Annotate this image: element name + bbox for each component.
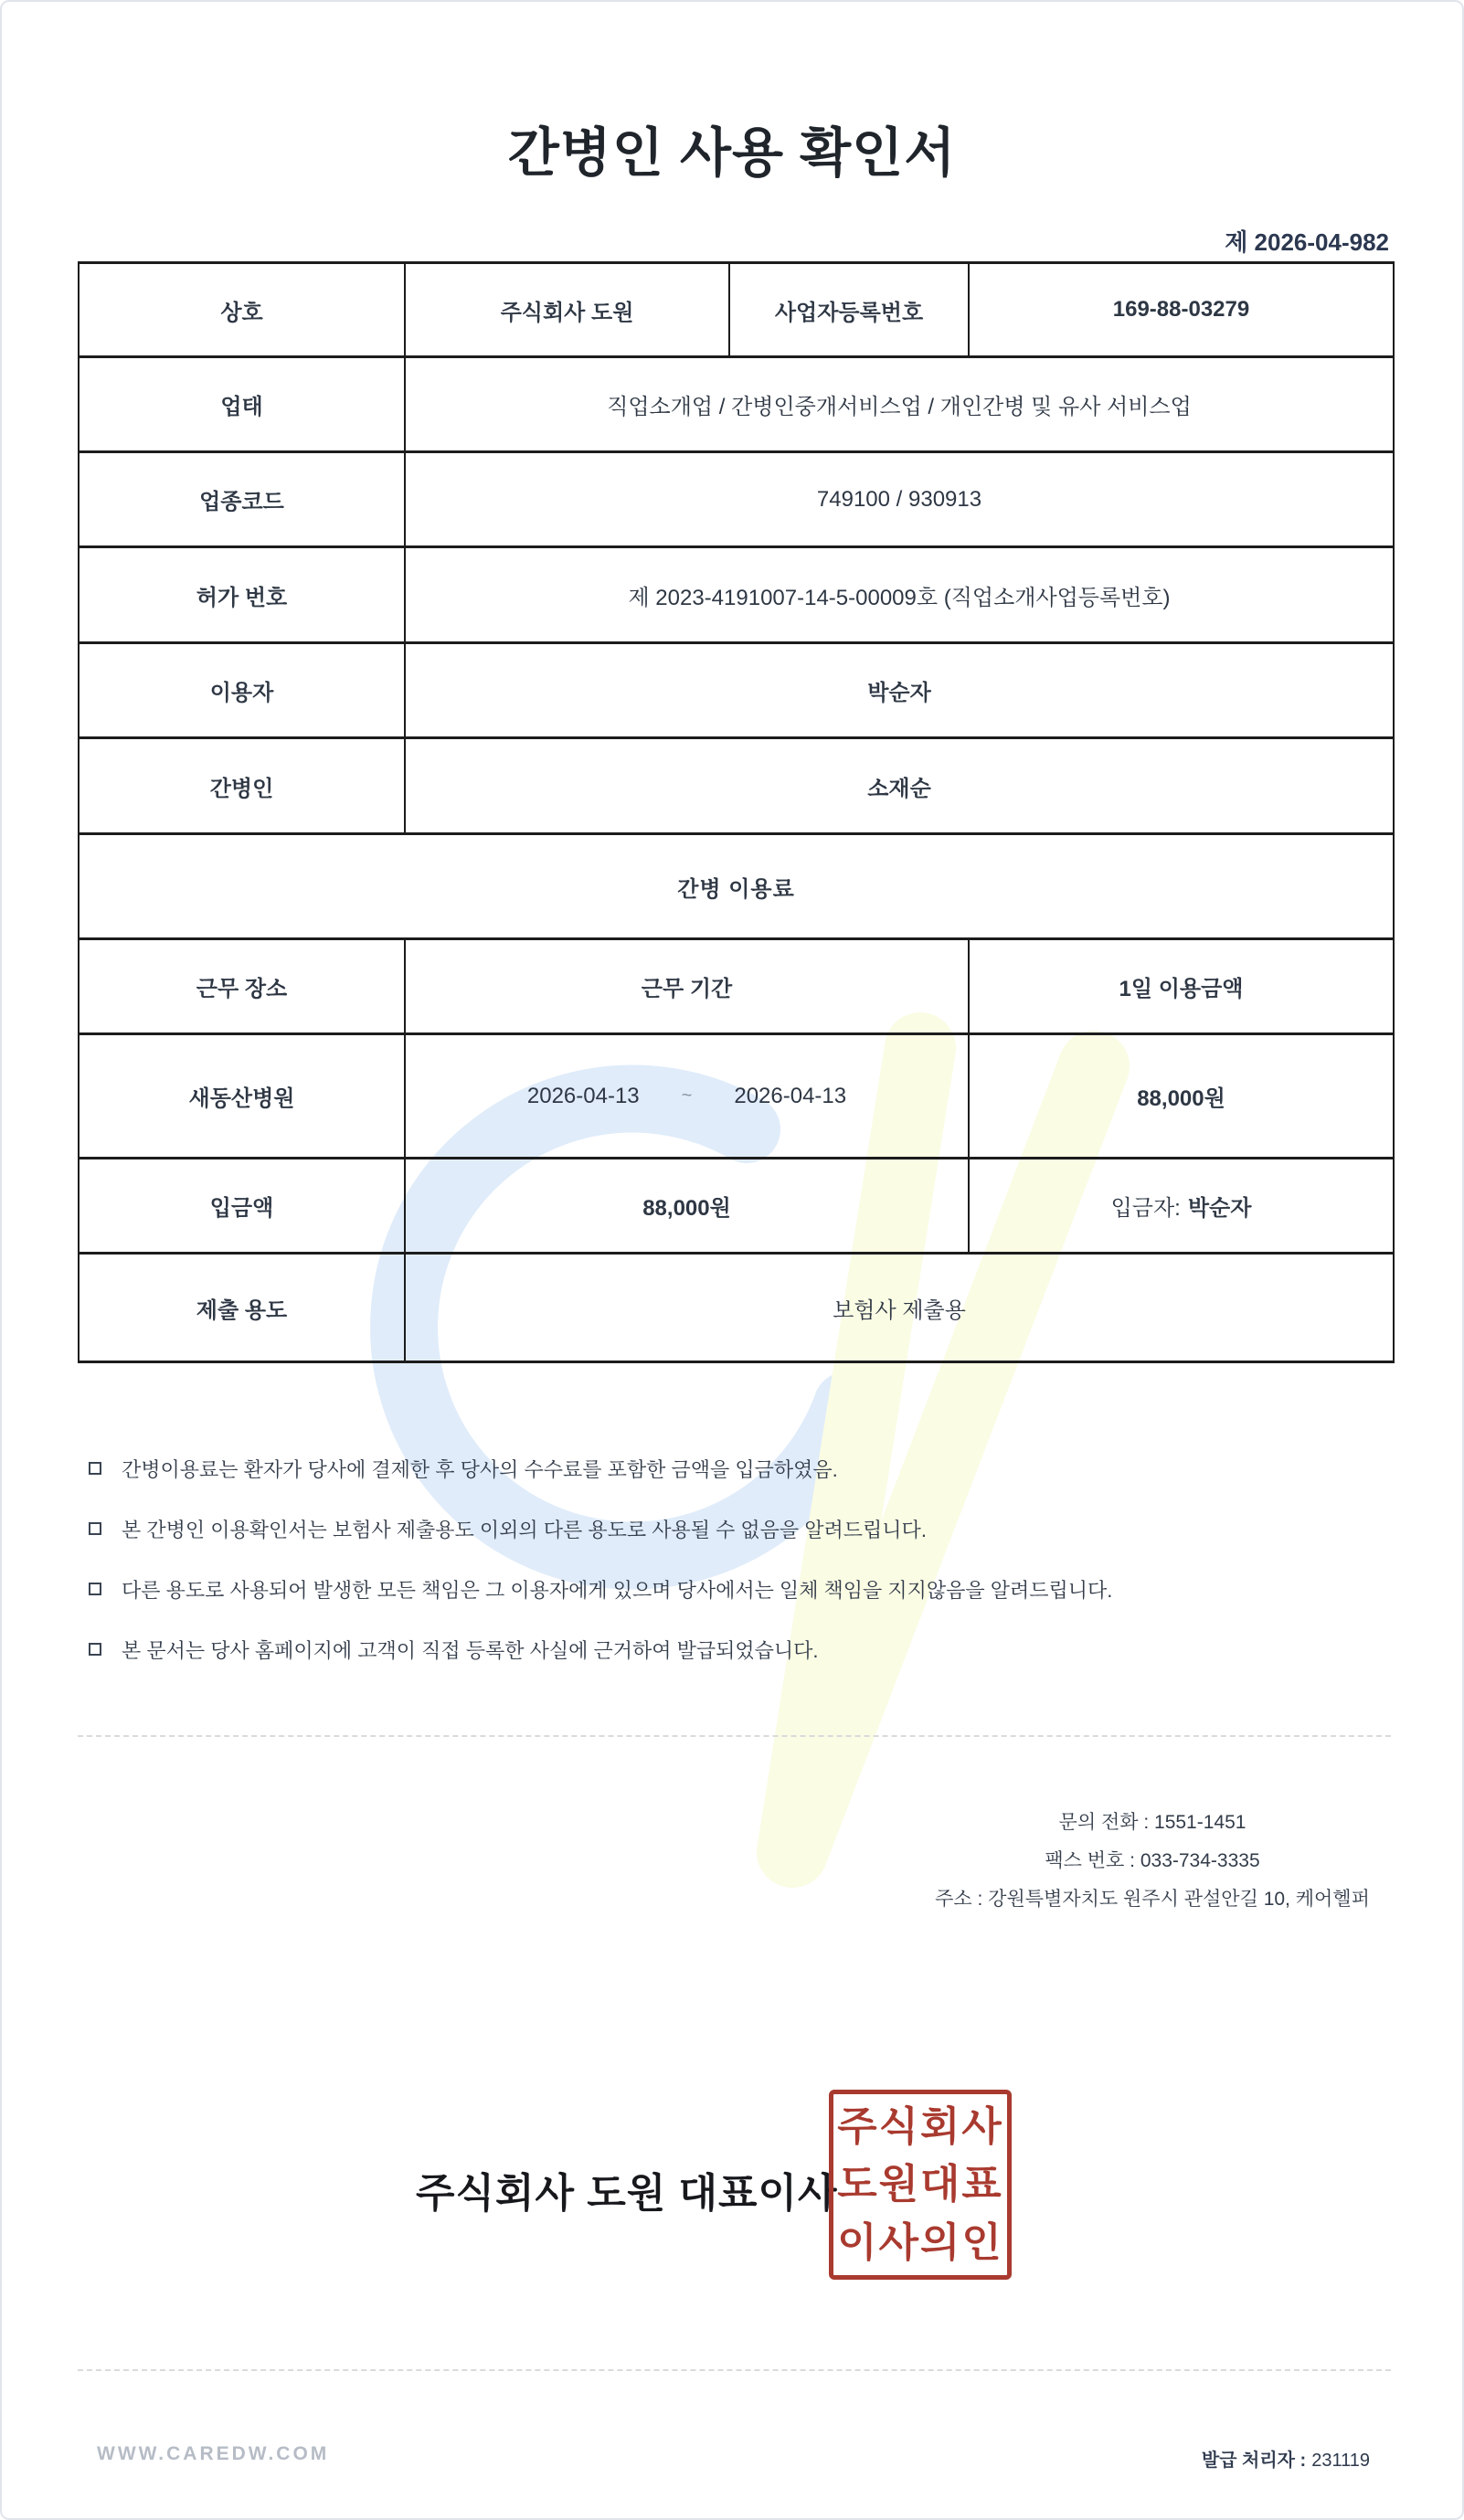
stamp-line: 주식회사 [837, 2103, 1003, 2149]
company-signature-text: 주식회사 도원 대표이사 [416, 2171, 838, 2216]
confirmation-table [78, 261, 1395, 1363]
caregiver-label: 간병인 [79, 738, 405, 834]
square-bullet-icon [89, 1583, 101, 1595]
table-row [79, 834, 1394, 939]
note-text: 본 문서는 당사 홈페이지에 고객이 직접 등록한 사실에 근거하여 발급되었습니다. [122, 1638, 819, 1662]
company-name-label: 상호 [79, 263, 405, 357]
contact-fax: 팩스 번호 : 033-734-3335 [1045, 1850, 1260, 1871]
note-item [89, 1559, 1386, 1619]
business-type-label: 업태 [79, 357, 405, 452]
period-tilde: ~ [681, 1085, 693, 1106]
fee-section-title: 간병 이용료 [79, 834, 1394, 939]
issuer-value: 231119 [1311, 2451, 1370, 2471]
table-row [79, 939, 1394, 1034]
table-row [79, 263, 1394, 357]
table-row [79, 1034, 1394, 1159]
user-value: 박순자 [405, 643, 1394, 738]
table-row [79, 643, 1394, 738]
submission-purpose-value: 보험사 제출용 [405, 1254, 1394, 1362]
user-label: 이용자 [79, 643, 405, 738]
table-row [79, 738, 1394, 834]
license-number-label: 허가 번호 [79, 547, 405, 643]
square-bullet-icon [89, 1643, 101, 1656]
deposit-value: 88,000원 [405, 1159, 969, 1254]
table-row [79, 547, 1394, 643]
daily-fee-value: 88,000원 [969, 1034, 1394, 1159]
note-text: 간병이용료는 환자가 당사에 결제한 후 당사의 수수료를 포함한 금액을 입금하였음. [122, 1457, 838, 1481]
square-bullet-icon [89, 1522, 101, 1535]
issuer-info [1202, 2445, 1370, 2472]
contact-info [914, 1804, 1391, 1919]
table-row [79, 357, 1394, 452]
work-period-label: 근무 기간 [405, 939, 969, 1034]
note-text: 다른 용도로 사용되어 발생한 모든 책임은 그 이용자에게 있으며 당사에서는 일체 책임을 지지않음을 알려드립니다. [122, 1578, 1113, 1602]
page-title: 간병인 사용 확인서 [507, 123, 957, 183]
note-item [89, 1619, 1386, 1679]
business-type-value: 직업소개업 / 간병인중개서비스업 / 개인간병 및 유사 서비스업 [405, 357, 1394, 452]
work-place-label: 근무 장소 [79, 939, 405, 1034]
document-number: 제 2026-04-982 [1225, 228, 1389, 256]
table-row [79, 1254, 1394, 1362]
table-row [79, 452, 1394, 547]
depositor-cell [969, 1159, 1394, 1254]
work-place-value: 새동산병원 [79, 1034, 405, 1159]
table-row [79, 1159, 1394, 1254]
business-number-label: 사업자등록번호 [729, 263, 969, 357]
work-period-value [405, 1034, 969, 1159]
corporate-seal-stamp [829, 2090, 1012, 2280]
square-bullet-icon [89, 1462, 101, 1475]
dashed-divider [78, 2369, 1391, 2371]
note-text: 본 간병인 이용확인서는 보험사 제출용도 이외의 다른 용도로 사용될 수 없음을 알려드립니다. [122, 1518, 927, 1541]
caregiver-value: 소재순 [405, 738, 1394, 834]
license-number-value: 제 2023-4191007-14-5-00009호 (직업소개사업등록번호) [405, 547, 1394, 643]
contact-phone: 문의 전화 : 1551-1451 [1058, 1812, 1247, 1833]
note-item [89, 1498, 1386, 1559]
period-end-date: 2026-04-13 [734, 1083, 847, 1108]
submission-purpose-label: 제출 용도 [79, 1254, 405, 1362]
dashed-divider [78, 1735, 1391, 1737]
website-url: WWW.CAREDW.COM [97, 2443, 330, 2464]
daily-fee-label: 1일 이용금액 [969, 939, 1394, 1034]
notes-list [89, 1438, 1386, 1679]
business-number-value: 169-88-03279 [969, 263, 1394, 357]
deposit-label: 입금액 [79, 1159, 405, 1254]
company-name-value: 주식회사 도원 [405, 263, 729, 357]
industry-code-value: 749100 / 930913 [405, 452, 1394, 547]
period-start-date: 2026-04-13 [526, 1083, 640, 1108]
depositor-value: 박순자 [1187, 1196, 1252, 1221]
note-item [89, 1438, 1386, 1498]
industry-code-label: 업종코드 [79, 452, 405, 547]
stamp-line: 이사의인 [837, 2219, 1003, 2265]
depositor-label: 입금자: [1110, 1196, 1181, 1221]
issuer-label: 발급 처리자 : [1201, 2451, 1307, 2471]
contact-address: 주소 : 강원특별자치도 원주시 관설안길 10, 케어헬퍼 [935, 1889, 1370, 1910]
stamp-line: 도원대표 [837, 2162, 1003, 2207]
